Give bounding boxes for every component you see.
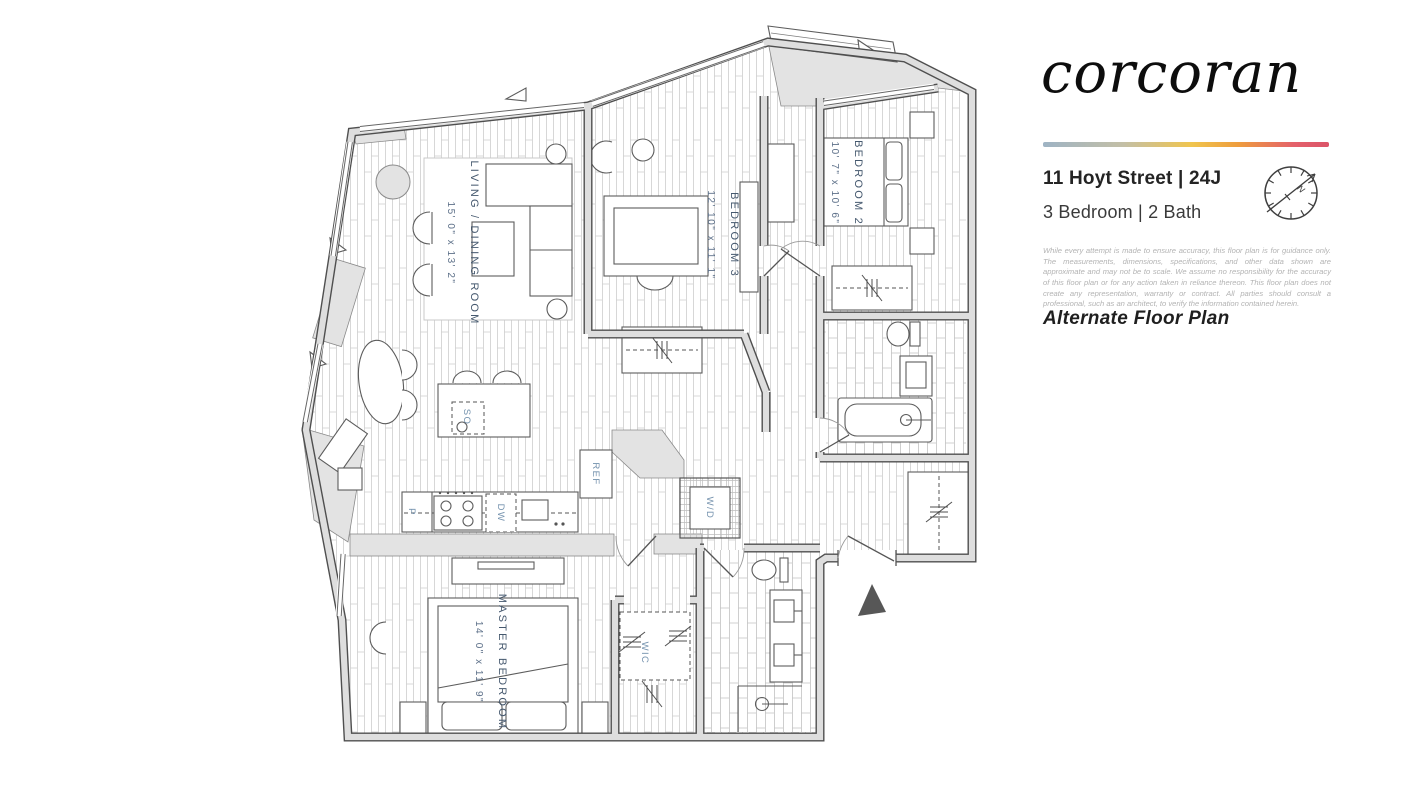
- planter: [376, 165, 410, 199]
- label-ref: REF: [590, 462, 601, 486]
- svg-text:MASTER BEDROOM: MASTER BEDROOM: [496, 593, 508, 731]
- plan-title: Alternate Floor Plan: [1043, 308, 1230, 329]
- wic-outline: [620, 612, 690, 680]
- compass-n-label: N: [1295, 183, 1307, 195]
- side-table: [632, 139, 654, 161]
- double-vanity: [770, 590, 802, 682]
- brand-gradient-bar: [1043, 142, 1329, 147]
- sofa: [486, 164, 572, 206]
- corcoran-logo: corcoran: [1041, 41, 1303, 106]
- label-so: SO: [461, 408, 472, 426]
- nightstand: [400, 702, 426, 734]
- side-table: [547, 299, 567, 319]
- north-arrow: [858, 584, 886, 616]
- label-wd: W/D: [704, 496, 715, 520]
- stove: [434, 496, 482, 530]
- bed3-closet: [740, 182, 758, 292]
- label-dw: DW: [495, 503, 506, 523]
- address: 11 Hoyt Street | 24J: [1043, 168, 1222, 189]
- svg-text:14' 0" x 11' 9": 14' 0" x 11' 9": [473, 620, 484, 704]
- svg-text:BEDROOM 3: BEDROOM 3: [728, 192, 740, 278]
- nightstand: [582, 702, 608, 734]
- label-wic: WIC: [639, 641, 650, 665]
- tv: [478, 562, 534, 569]
- disclaimer-text: While every attempt is made to ensure accuracy, this floor plan is for guidance only. The measurements, dimensions, specifications, and other data shown are approximate and may not be to scale. We assume no responsibility for the accuracy of this floor plan or for any action taken in reliance thereon. This floor plan does not create any representation, warranty or contract. All parties should consult a professional, such as an architect, to verify the information contained herein.: [1043, 246, 1331, 309]
- svg-text:BEDROOM 2: BEDROOM 2: [852, 140, 864, 226]
- nightstand: [910, 112, 934, 138]
- unit-info: 3 Bedroom | 2 Bath: [1043, 202, 1202, 222]
- svg-text:LIVING / DINING ROOM: LIVING / DINING ROOM: [468, 160, 480, 326]
- svg-text:15' 0" x 13' 2": 15' 0" x 13' 2": [445, 201, 456, 285]
- info-panel: [1041, 41, 1333, 346]
- svg-text:12' 10" x 11' 1": 12' 10" x 11' 1": [705, 190, 716, 280]
- label-pantry: P: [406, 508, 417, 516]
- toilet: [752, 560, 776, 580]
- bed2-wardrobe: [768, 144, 794, 222]
- compass-icon: [1260, 162, 1322, 224]
- side-table: [546, 144, 566, 164]
- toilet: [887, 322, 909, 346]
- kitchen-sink: [522, 500, 548, 520]
- nightstand: [910, 228, 934, 254]
- svg-text:10' 7" x 10' 6": 10' 7" x 10' 6": [829, 141, 840, 225]
